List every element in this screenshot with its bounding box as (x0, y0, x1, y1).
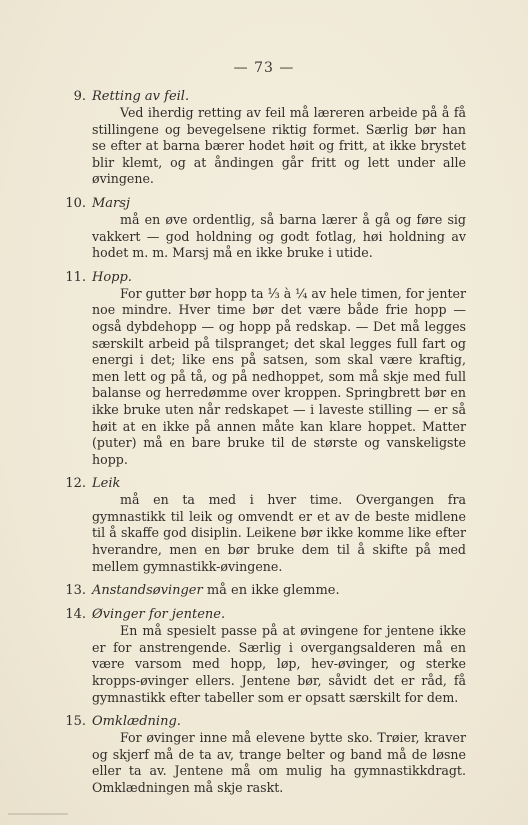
page-number: — 73 — (233, 60, 295, 76)
section-omklaedning (66, 713, 466, 796)
section-title-text: Marsj (92, 195, 130, 211)
section-number: 15. (65, 714, 86, 730)
section-title (92, 88, 466, 105)
page-edge-mark (8, 813, 68, 815)
section-hopp (66, 269, 466, 469)
section-body: må en øve ordentlig, så barna lærer å gå og føre sig vakkert — god holdning og godt fotlag, høi holdning av hodet m. m. Marsj må en ikke bruke i utide. (92, 211, 466, 261)
section-title-text: Omklædning. (92, 714, 181, 730)
section-title-text: Øvinger for jentene. (92, 607, 226, 623)
section-title (92, 582, 466, 599)
section-body: En må spesielt passe på at øvingene for jentene ikke er for anstrengende. Særlig i overgangsalderen må en være varsom med hopp, løp, hev-øvinger, og sterke kropps-øvinger ellers. Jentene bør, såvidt det er råd, få gymnastikk efter tabeller som er opsatt særskilt for dem. (92, 623, 466, 705)
section-number: 10. (65, 195, 86, 211)
section-title (92, 195, 466, 212)
section-number: 9. (73, 89, 86, 104)
section-body: For gutter bør hopp ta ⅓ à ¼ av hele timen, for jenter noe mindre. Hver time bør det være både frie hopp — også dybdehopp — og hopp på redskap. — Det må legges særskilt arbeid på tilspranget; det skal legges full fart og energi i det; like ens på satsen, som skal være kraftig, men lett og på tå, og på nedhoppet, som må skje med full balanse og herredømme over kroppen. Springbrett bør en ikke bruke uten når redskapet — i laveste stilling — er så høit at en ikke på annen måte kan klare hoppet. Matter (puter) må en bare bruke til de største og vanskeligste hopp. (92, 285, 466, 467)
section-number: 13. (65, 583, 86, 599)
section-number: 11. (65, 269, 86, 285)
section-body: må en ta med i hver time. Overgangen fra gymnastikk til leik og omvendt er et av de beste midlene til å skaffe god disiplin. Leikene bør ikke komme like efter hverandre, men en bør bruke dem til å skifte på med mellem gymnastikk-øvingene. (92, 492, 466, 574)
section-title-text: Hopp. (92, 269, 132, 285)
section-ovinger-for-jentene (66, 606, 466, 706)
section-title-text: Leik (92, 476, 121, 492)
section-title (92, 606, 466, 623)
section-anstandsovinger (66, 582, 466, 599)
section-title-rest: må en ikke glemme. (202, 583, 340, 599)
section-number: 12. (65, 476, 86, 492)
section-title (92, 713, 466, 730)
section-title (92, 269, 466, 286)
section-title-text: Anstandsøvinger (92, 583, 203, 599)
section-body: Ved iherdig retting av feil må læreren arbeide på å få stillingene og bevegelsene riktig formet. Særlig bør han se efter at barna bærer hodet høit og fritt, at ikke brystet blir klemt, og at åndingen går fritt og lett under alle øvingene. (92, 105, 466, 187)
section-number: 14. (65, 607, 86, 623)
section-list (66, 88, 466, 804)
section-marsj (66, 195, 466, 262)
section-retting-av-feil (66, 88, 466, 188)
section-title-text: Retting av feil. (92, 89, 190, 104)
section-title (92, 475, 466, 492)
section-leik (66, 475, 466, 575)
section-body: For øvinger inne må elevene bytte sko. Trøier, kraver og skjerf må de ta av, trange belter og band må de løsne eller ta av. Jentene må om mulig ha gymnastikkdragt. Omklædningen må skje raskt. (92, 730, 466, 795)
